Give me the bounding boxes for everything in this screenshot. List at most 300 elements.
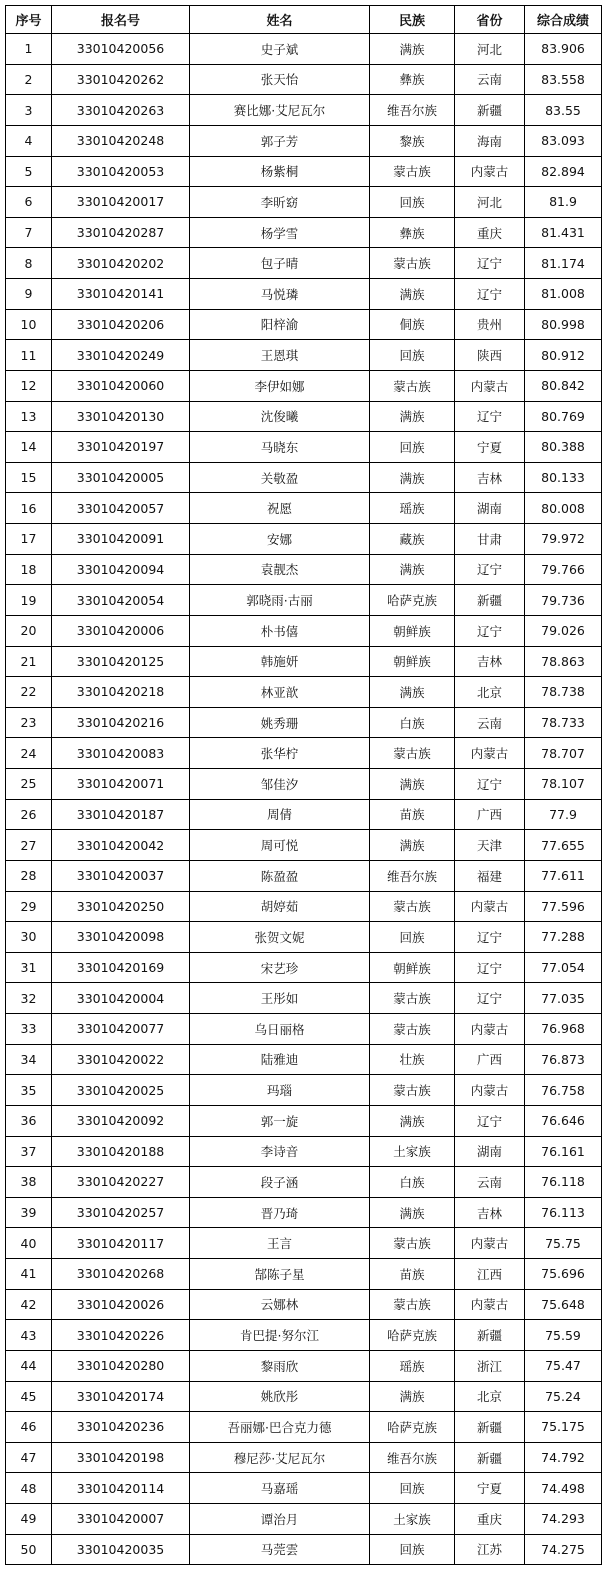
- cell-index: 20: [6, 615, 52, 646]
- cell-index: 6: [6, 187, 52, 218]
- cell-total-score: 79.026: [525, 615, 602, 646]
- cell-province: 河北: [455, 187, 525, 218]
- table-row: [6, 1014, 602, 1045]
- table-row: [6, 1075, 602, 1106]
- cell-province: 江苏: [455, 1534, 525, 1565]
- cell-province: 云南: [455, 64, 525, 95]
- cell-province: 新疆: [455, 1412, 525, 1443]
- cell-name: 郭子芳: [190, 125, 370, 156]
- cell-registration-number: 33010420130: [52, 401, 190, 432]
- cell-province: 辽宁: [455, 401, 525, 432]
- cell-registration-number: 33010420263: [52, 95, 190, 126]
- cell-index: 44: [6, 1350, 52, 1381]
- cell-province: 江西: [455, 1259, 525, 1290]
- cell-index: 47: [6, 1442, 52, 1473]
- table-row: [6, 738, 602, 769]
- cell-ethnicity: 满族: [370, 34, 455, 65]
- cell-ethnicity: 满族: [370, 677, 455, 708]
- cell-registration-number: 33010420248: [52, 125, 190, 156]
- cell-index: 12: [6, 370, 52, 401]
- cell-ethnicity: 回族: [370, 340, 455, 371]
- cell-total-score: 77.655: [525, 830, 602, 861]
- table-row: [6, 1105, 602, 1136]
- cell-total-score: 83.093: [525, 125, 602, 156]
- cell-name: 王恩琪: [190, 340, 370, 371]
- cell-total-score: 76.968: [525, 1014, 602, 1045]
- cell-index: 16: [6, 493, 52, 524]
- cell-province: 内蒙古: [455, 1014, 525, 1045]
- cell-province: 新疆: [455, 1320, 525, 1351]
- cell-total-score: 75.648: [525, 1289, 602, 1320]
- cell-ethnicity: 土家族: [370, 1136, 455, 1167]
- cell-province: 新疆: [455, 95, 525, 126]
- cell-index: 14: [6, 432, 52, 463]
- cell-province: 浙江: [455, 1350, 525, 1381]
- table-body: [6, 34, 602, 1565]
- cell-name: 马莞雲: [190, 1534, 370, 1565]
- cell-total-score: 80.388: [525, 432, 602, 463]
- cell-index: 31: [6, 952, 52, 983]
- table-row: [6, 1167, 602, 1198]
- cell-name: 包子晴: [190, 248, 370, 279]
- cell-name: 玛瑙: [190, 1075, 370, 1106]
- cell-registration-number: 33010420077: [52, 1014, 190, 1045]
- cell-total-score: 75.24: [525, 1381, 602, 1412]
- cell-registration-number: 33010420227: [52, 1167, 190, 1198]
- cell-index: 41: [6, 1259, 52, 1290]
- table-row: [6, 248, 602, 279]
- cell-ethnicity: 白族: [370, 1167, 455, 1198]
- cell-index: 43: [6, 1320, 52, 1351]
- cell-index: 1: [6, 34, 52, 65]
- cell-name: 黎雨欣: [190, 1350, 370, 1381]
- header-ethnicity: 民族: [370, 6, 455, 34]
- cell-index: 23: [6, 707, 52, 738]
- cell-ethnicity: 蒙古族: [370, 738, 455, 769]
- cell-registration-number: 33010420006: [52, 615, 190, 646]
- cell-province: 吉林: [455, 1197, 525, 1228]
- cell-index: 26: [6, 799, 52, 830]
- table-row: [6, 952, 602, 983]
- table-row: [6, 1473, 602, 1504]
- cell-registration-number: 33010420141: [52, 279, 190, 310]
- table-row: [6, 1044, 602, 1075]
- table-row: [6, 983, 602, 1014]
- cell-province: 辽宁: [455, 769, 525, 800]
- cell-province: 内蒙古: [455, 1289, 525, 1320]
- cell-ethnicity: 蒙古族: [370, 891, 455, 922]
- table-row: [6, 217, 602, 248]
- cell-registration-number: 33010420091: [52, 524, 190, 555]
- table-row: [6, 64, 602, 95]
- cell-total-score: 76.113: [525, 1197, 602, 1228]
- cell-province: 辽宁: [455, 554, 525, 585]
- cell-name: 云娜林: [190, 1289, 370, 1320]
- cell-name: 吾丽娜·巴合克力德: [190, 1412, 370, 1443]
- cell-total-score: 83.55: [525, 95, 602, 126]
- cell-total-score: 78.733: [525, 707, 602, 738]
- cell-name: 肯巴提·努尔江: [190, 1320, 370, 1351]
- header-registration-number: 报名号: [52, 6, 190, 34]
- cell-registration-number: 33010420218: [52, 677, 190, 708]
- cell-ethnicity: 满族: [370, 769, 455, 800]
- table-row: [6, 1381, 602, 1412]
- cell-registration-number: 33010420053: [52, 156, 190, 187]
- cell-registration-number: 33010420092: [52, 1105, 190, 1136]
- cell-ethnicity: 壮族: [370, 1044, 455, 1075]
- cell-total-score: 75.47: [525, 1350, 602, 1381]
- cell-ethnicity: 朝鲜族: [370, 615, 455, 646]
- cell-province: 辽宁: [455, 248, 525, 279]
- cell-registration-number: 33010420017: [52, 187, 190, 218]
- table-row: [6, 462, 602, 493]
- table-row: [6, 860, 602, 891]
- cell-ethnicity: 苗族: [370, 1259, 455, 1290]
- cell-name: 沈俊曦: [190, 401, 370, 432]
- cell-province: 天津: [455, 830, 525, 861]
- cell-total-score: 75.696: [525, 1259, 602, 1290]
- cell-index: 38: [6, 1167, 52, 1198]
- cell-ethnicity: 彝族: [370, 217, 455, 248]
- cell-total-score: 81.9: [525, 187, 602, 218]
- cell-ethnicity: 哈萨克族: [370, 1320, 455, 1351]
- cell-index: 5: [6, 156, 52, 187]
- cell-name: 穆尼莎·艾尼瓦尔: [190, 1442, 370, 1473]
- cell-province: 湖南: [455, 1136, 525, 1167]
- cell-index: 17: [6, 524, 52, 555]
- cell-ethnicity: 维吾尔族: [370, 860, 455, 891]
- cell-ethnicity: 满族: [370, 554, 455, 585]
- cell-registration-number: 33010420071: [52, 769, 190, 800]
- cell-ethnicity: 彝族: [370, 64, 455, 95]
- cell-registration-number: 33010420169: [52, 952, 190, 983]
- cell-name: 郭晓雨·古丽: [190, 585, 370, 616]
- table-row: [6, 401, 602, 432]
- cell-index: 24: [6, 738, 52, 769]
- cell-total-score: 77.9: [525, 799, 602, 830]
- table-row: [6, 585, 602, 616]
- cell-province: 吉林: [455, 646, 525, 677]
- cell-registration-number: 33010420057: [52, 493, 190, 524]
- cell-ethnicity: 满族: [370, 1381, 455, 1412]
- cell-total-score: 74.498: [525, 1473, 602, 1504]
- cell-ethnicity: 瑶族: [370, 493, 455, 524]
- table-row: [6, 1197, 602, 1228]
- cell-province: 重庆: [455, 1504, 525, 1535]
- cell-total-score: 77.288: [525, 922, 602, 953]
- cell-registration-number: 33010420206: [52, 309, 190, 340]
- cell-name: 赛比娜·艾尼瓦尔: [190, 95, 370, 126]
- cell-registration-number: 33010420174: [52, 1381, 190, 1412]
- table-row: [6, 1289, 602, 1320]
- cell-total-score: 77.611: [525, 860, 602, 891]
- cell-total-score: 79.972: [525, 524, 602, 555]
- header-total-score: 综合成绩: [525, 6, 602, 34]
- table-row: [6, 830, 602, 861]
- cell-ethnicity: 回族: [370, 1473, 455, 1504]
- cell-province: 辽宁: [455, 279, 525, 310]
- cell-ethnicity: 哈萨克族: [370, 1412, 455, 1443]
- cell-province: 重庆: [455, 217, 525, 248]
- table-row: [6, 646, 602, 677]
- table-row: [6, 34, 602, 65]
- cell-registration-number: 33010420216: [52, 707, 190, 738]
- cell-name: 李昕窈: [190, 187, 370, 218]
- cell-name: 陈盈盈: [190, 860, 370, 891]
- cell-index: 11: [6, 340, 52, 371]
- cell-province: 宁夏: [455, 1473, 525, 1504]
- cell-name: 晋乃琦: [190, 1197, 370, 1228]
- cell-index: 19: [6, 585, 52, 616]
- cell-name: 史子斌: [190, 34, 370, 65]
- table-row: [6, 524, 602, 555]
- results-table: [5, 5, 602, 1565]
- cell-name: 关敬盈: [190, 462, 370, 493]
- cell-province: 广西: [455, 1044, 525, 1075]
- table-row: [6, 1228, 602, 1259]
- cell-name: 杨紫桐: [190, 156, 370, 187]
- table-row: [6, 1534, 602, 1565]
- cell-total-score: 81.431: [525, 217, 602, 248]
- cell-name: 周倩: [190, 799, 370, 830]
- cell-total-score: 76.873: [525, 1044, 602, 1075]
- cell-province: 陕西: [455, 340, 525, 371]
- cell-index: 33: [6, 1014, 52, 1045]
- table-row: [6, 891, 602, 922]
- cell-name: 阳梓渝: [190, 309, 370, 340]
- cell-total-score: 83.558: [525, 64, 602, 95]
- cell-ethnicity: 满族: [370, 1105, 455, 1136]
- cell-name: 安娜: [190, 524, 370, 555]
- cell-ethnicity: 维吾尔族: [370, 1442, 455, 1473]
- cell-index: 27: [6, 830, 52, 861]
- cell-index: 50: [6, 1534, 52, 1565]
- cell-index: 13: [6, 401, 52, 432]
- cell-total-score: 75.59: [525, 1320, 602, 1351]
- cell-total-score: 81.174: [525, 248, 602, 279]
- cell-name: 朴书僖: [190, 615, 370, 646]
- cell-name: 张华柠: [190, 738, 370, 769]
- cell-index: 39: [6, 1197, 52, 1228]
- cell-province: 新疆: [455, 1442, 525, 1473]
- cell-ethnicity: 蒙古族: [370, 248, 455, 279]
- cell-name: 马嘉瑶: [190, 1473, 370, 1504]
- cell-registration-number: 33010420257: [52, 1197, 190, 1228]
- cell-province: 辽宁: [455, 922, 525, 953]
- cell-name: 乌日丽格: [190, 1014, 370, 1045]
- cell-index: 37: [6, 1136, 52, 1167]
- table-row: [6, 615, 602, 646]
- cell-registration-number: 33010420054: [52, 585, 190, 616]
- cell-index: 7: [6, 217, 52, 248]
- cell-registration-number: 33010420035: [52, 1534, 190, 1565]
- cell-name: 周可悦: [190, 830, 370, 861]
- cell-ethnicity: 朝鲜族: [370, 952, 455, 983]
- cell-name: 陆雅迪: [190, 1044, 370, 1075]
- cell-ethnicity: 苗族: [370, 799, 455, 830]
- cell-ethnicity: 藏族: [370, 524, 455, 555]
- cell-province: 海南: [455, 125, 525, 156]
- cell-total-score: 80.912: [525, 340, 602, 371]
- cell-province: 内蒙古: [455, 1075, 525, 1106]
- cell-province: 内蒙古: [455, 738, 525, 769]
- cell-registration-number: 33010420004: [52, 983, 190, 1014]
- cell-ethnicity: 瑶族: [370, 1350, 455, 1381]
- cell-registration-number: 33010420250: [52, 891, 190, 922]
- cell-registration-number: 33010420188: [52, 1136, 190, 1167]
- table-row: [6, 432, 602, 463]
- cell-index: 29: [6, 891, 52, 922]
- header-row: [6, 6, 602, 34]
- table-row: [6, 95, 602, 126]
- cell-registration-number: 33010420056: [52, 34, 190, 65]
- cell-province: 甘肃: [455, 524, 525, 555]
- table-row: [6, 370, 602, 401]
- cell-name: 马晓东: [190, 432, 370, 463]
- cell-total-score: 76.758: [525, 1075, 602, 1106]
- cell-total-score: 78.738: [525, 677, 602, 708]
- cell-province: 内蒙古: [455, 370, 525, 401]
- cell-ethnicity: 土家族: [370, 1504, 455, 1535]
- cell-province: 内蒙古: [455, 891, 525, 922]
- table-row: [6, 340, 602, 371]
- cell-total-score: 77.596: [525, 891, 602, 922]
- table-row: [6, 677, 602, 708]
- cell-index: 45: [6, 1381, 52, 1412]
- cell-ethnicity: 满族: [370, 401, 455, 432]
- cell-total-score: 80.769: [525, 401, 602, 432]
- cell-ethnicity: 侗族: [370, 309, 455, 340]
- cell-registration-number: 33010420287: [52, 217, 190, 248]
- cell-province: 宁夏: [455, 432, 525, 463]
- cell-ethnicity: 回族: [370, 922, 455, 953]
- cell-name: 郜陈子星: [190, 1259, 370, 1290]
- cell-registration-number: 33010420187: [52, 799, 190, 830]
- cell-province: 内蒙古: [455, 1228, 525, 1259]
- cell-total-score: 78.707: [525, 738, 602, 769]
- cell-province: 内蒙古: [455, 156, 525, 187]
- cell-total-score: 79.736: [525, 585, 602, 616]
- cell-total-score: 77.035: [525, 983, 602, 1014]
- cell-name: 宋艺珍: [190, 952, 370, 983]
- cell-total-score: 74.792: [525, 1442, 602, 1473]
- cell-province: 广西: [455, 799, 525, 830]
- cell-province: 辽宁: [455, 615, 525, 646]
- cell-total-score: 75.175: [525, 1412, 602, 1443]
- cell-registration-number: 33010420202: [52, 248, 190, 279]
- cell-registration-number: 33010420280: [52, 1350, 190, 1381]
- cell-index: 30: [6, 922, 52, 953]
- cell-name: 马悦璘: [190, 279, 370, 310]
- table-row: [6, 187, 602, 218]
- cell-province: 云南: [455, 707, 525, 738]
- cell-total-score: 82.894: [525, 156, 602, 187]
- cell-ethnicity: 哈萨克族: [370, 585, 455, 616]
- cell-name: 姚秀珊: [190, 707, 370, 738]
- table-row: [6, 279, 602, 310]
- cell-index: 36: [6, 1105, 52, 1136]
- cell-name: 段子涵: [190, 1167, 370, 1198]
- cell-ethnicity: 蒙古族: [370, 983, 455, 1014]
- cell-registration-number: 33010420005: [52, 462, 190, 493]
- cell-name: 袁靓杰: [190, 554, 370, 585]
- cell-ethnicity: 满族: [370, 830, 455, 861]
- cell-ethnicity: 满族: [370, 279, 455, 310]
- cell-name: 郭一旋: [190, 1105, 370, 1136]
- cell-index: 40: [6, 1228, 52, 1259]
- cell-ethnicity: 回族: [370, 432, 455, 463]
- cell-name: 祝愿: [190, 493, 370, 524]
- table-row: [6, 493, 602, 524]
- cell-registration-number: 33010420007: [52, 1504, 190, 1535]
- cell-total-score: 74.275: [525, 1534, 602, 1565]
- cell-index: 9: [6, 279, 52, 310]
- cell-ethnicity: 蒙古族: [370, 1228, 455, 1259]
- cell-registration-number: 33010420125: [52, 646, 190, 677]
- cell-name: 姚欣彤: [190, 1381, 370, 1412]
- cell-index: 8: [6, 248, 52, 279]
- cell-index: 34: [6, 1044, 52, 1075]
- cell-total-score: 80.133: [525, 462, 602, 493]
- cell-name: 张贺文妮: [190, 922, 370, 953]
- cell-index: 32: [6, 983, 52, 1014]
- cell-province: 北京: [455, 1381, 525, 1412]
- cell-total-score: 80.008: [525, 493, 602, 524]
- cell-province: 吉林: [455, 462, 525, 493]
- cell-ethnicity: 蒙古族: [370, 1289, 455, 1320]
- cell-total-score: 80.842: [525, 370, 602, 401]
- cell-total-score: 76.118: [525, 1167, 602, 1198]
- cell-index: 49: [6, 1504, 52, 1535]
- cell-ethnicity: 满族: [370, 1197, 455, 1228]
- cell-ethnicity: 白族: [370, 707, 455, 738]
- cell-ethnicity: 回族: [370, 187, 455, 218]
- table-row: [6, 799, 602, 830]
- cell-province: 辽宁: [455, 983, 525, 1014]
- table-row: [6, 1504, 602, 1535]
- cell-index: 35: [6, 1075, 52, 1106]
- cell-index: 15: [6, 462, 52, 493]
- cell-index: 21: [6, 646, 52, 677]
- cell-registration-number: 33010420197: [52, 432, 190, 463]
- table-row: [6, 125, 602, 156]
- cell-registration-number: 33010420037: [52, 860, 190, 891]
- cell-name: 韩施妍: [190, 646, 370, 677]
- cell-total-score: 75.75: [525, 1228, 602, 1259]
- cell-registration-number: 33010420268: [52, 1259, 190, 1290]
- cell-index: 28: [6, 860, 52, 891]
- cell-total-score: 80.998: [525, 309, 602, 340]
- cell-name: 王彤如: [190, 983, 370, 1014]
- cell-province: 云南: [455, 1167, 525, 1198]
- cell-province: 河北: [455, 34, 525, 65]
- cell-province: 福建: [455, 860, 525, 891]
- cell-index: 10: [6, 309, 52, 340]
- table-row: [6, 156, 602, 187]
- cell-total-score: 76.161: [525, 1136, 602, 1167]
- cell-province: 贵州: [455, 309, 525, 340]
- header-province: 省份: [455, 6, 525, 34]
- cell-province: 新疆: [455, 585, 525, 616]
- cell-province: 辽宁: [455, 952, 525, 983]
- table-row: [6, 1412, 602, 1443]
- table-row: [6, 1442, 602, 1473]
- cell-registration-number: 33010420042: [52, 830, 190, 861]
- cell-total-score: 83.906: [525, 34, 602, 65]
- table-row: [6, 1350, 602, 1381]
- cell-index: 25: [6, 769, 52, 800]
- results-table-container: [5, 5, 602, 1565]
